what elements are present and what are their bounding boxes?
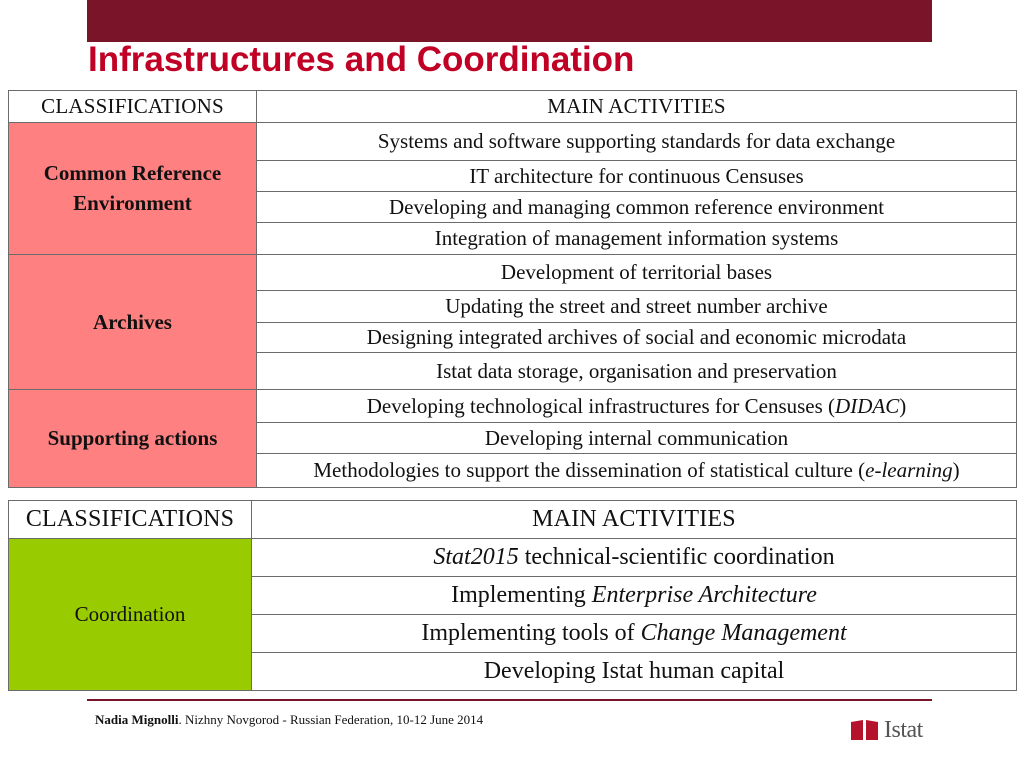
activity-cell: Developing technological infrastructures for Censuses (DIDAC) xyxy=(257,390,1017,423)
istat-logo xyxy=(850,716,923,744)
table-row xyxy=(9,539,1017,577)
table-row xyxy=(9,123,1017,161)
table-row xyxy=(9,390,1017,423)
main-activities-header: MAIN ACTIVITIES xyxy=(257,91,1017,123)
footer-event: . Nizhny Novgorod - Russian Federation, 10-12 June 2014 xyxy=(178,712,484,727)
activity-cell: Implementing tools of Change Management xyxy=(252,615,1017,653)
activity-cell: Development of territorial bases xyxy=(257,255,1017,291)
activity-cell: Methodologies to support the dissemination of statistical culture (e-learning) xyxy=(257,454,1017,488)
activity-cell: IT architecture for continuous Censuses xyxy=(257,161,1017,192)
classifications-header: CLASSIFICATIONS xyxy=(9,501,252,539)
activity-cell: Updating the street and street number archive xyxy=(257,291,1017,323)
classification-supporting-actions: Supporting actions xyxy=(9,390,257,488)
activity-cell: Integration of management information systems xyxy=(257,223,1017,255)
table-row xyxy=(9,255,1017,291)
classification-archives: Archives xyxy=(9,255,257,390)
activity-cell: Systems and software supporting standards for data exchange xyxy=(257,123,1017,161)
activity-cell: Istat data storage, organisation and preservation xyxy=(257,353,1017,390)
istat-logo-text: Istat xyxy=(884,716,923,743)
top-banner xyxy=(87,0,932,42)
activity-cell: Developing and managing common reference environment xyxy=(257,192,1017,223)
infrastructures-table xyxy=(8,90,1017,488)
main-activities-header: MAIN ACTIVITIES xyxy=(252,501,1017,539)
table-header-row xyxy=(9,91,1017,123)
classification-common-reference: Common Reference Environment xyxy=(9,123,257,255)
activity-cell: Implementing Enterprise Architecture xyxy=(252,577,1017,615)
activity-cell: Developing Istat human capital xyxy=(252,653,1017,691)
istat-logo-icon xyxy=(850,718,880,742)
activity-cell: Designing integrated archives of social and economic microdata xyxy=(257,323,1017,353)
footer-credit xyxy=(95,712,483,728)
footer-author: Nadia Mignolli xyxy=(95,712,179,727)
classification-coordination: Coordination xyxy=(9,539,252,691)
classifications-header: CLASSIFICATIONS xyxy=(9,91,257,123)
table-header-row xyxy=(9,501,1017,539)
activity-cell: Stat2015 technical-scientific coordination xyxy=(252,539,1017,577)
coordination-table xyxy=(8,500,1017,691)
activity-cell: Developing internal communication xyxy=(257,423,1017,454)
page-title: Infrastructures and Coordination xyxy=(88,40,635,79)
footer-divider xyxy=(87,699,932,701)
